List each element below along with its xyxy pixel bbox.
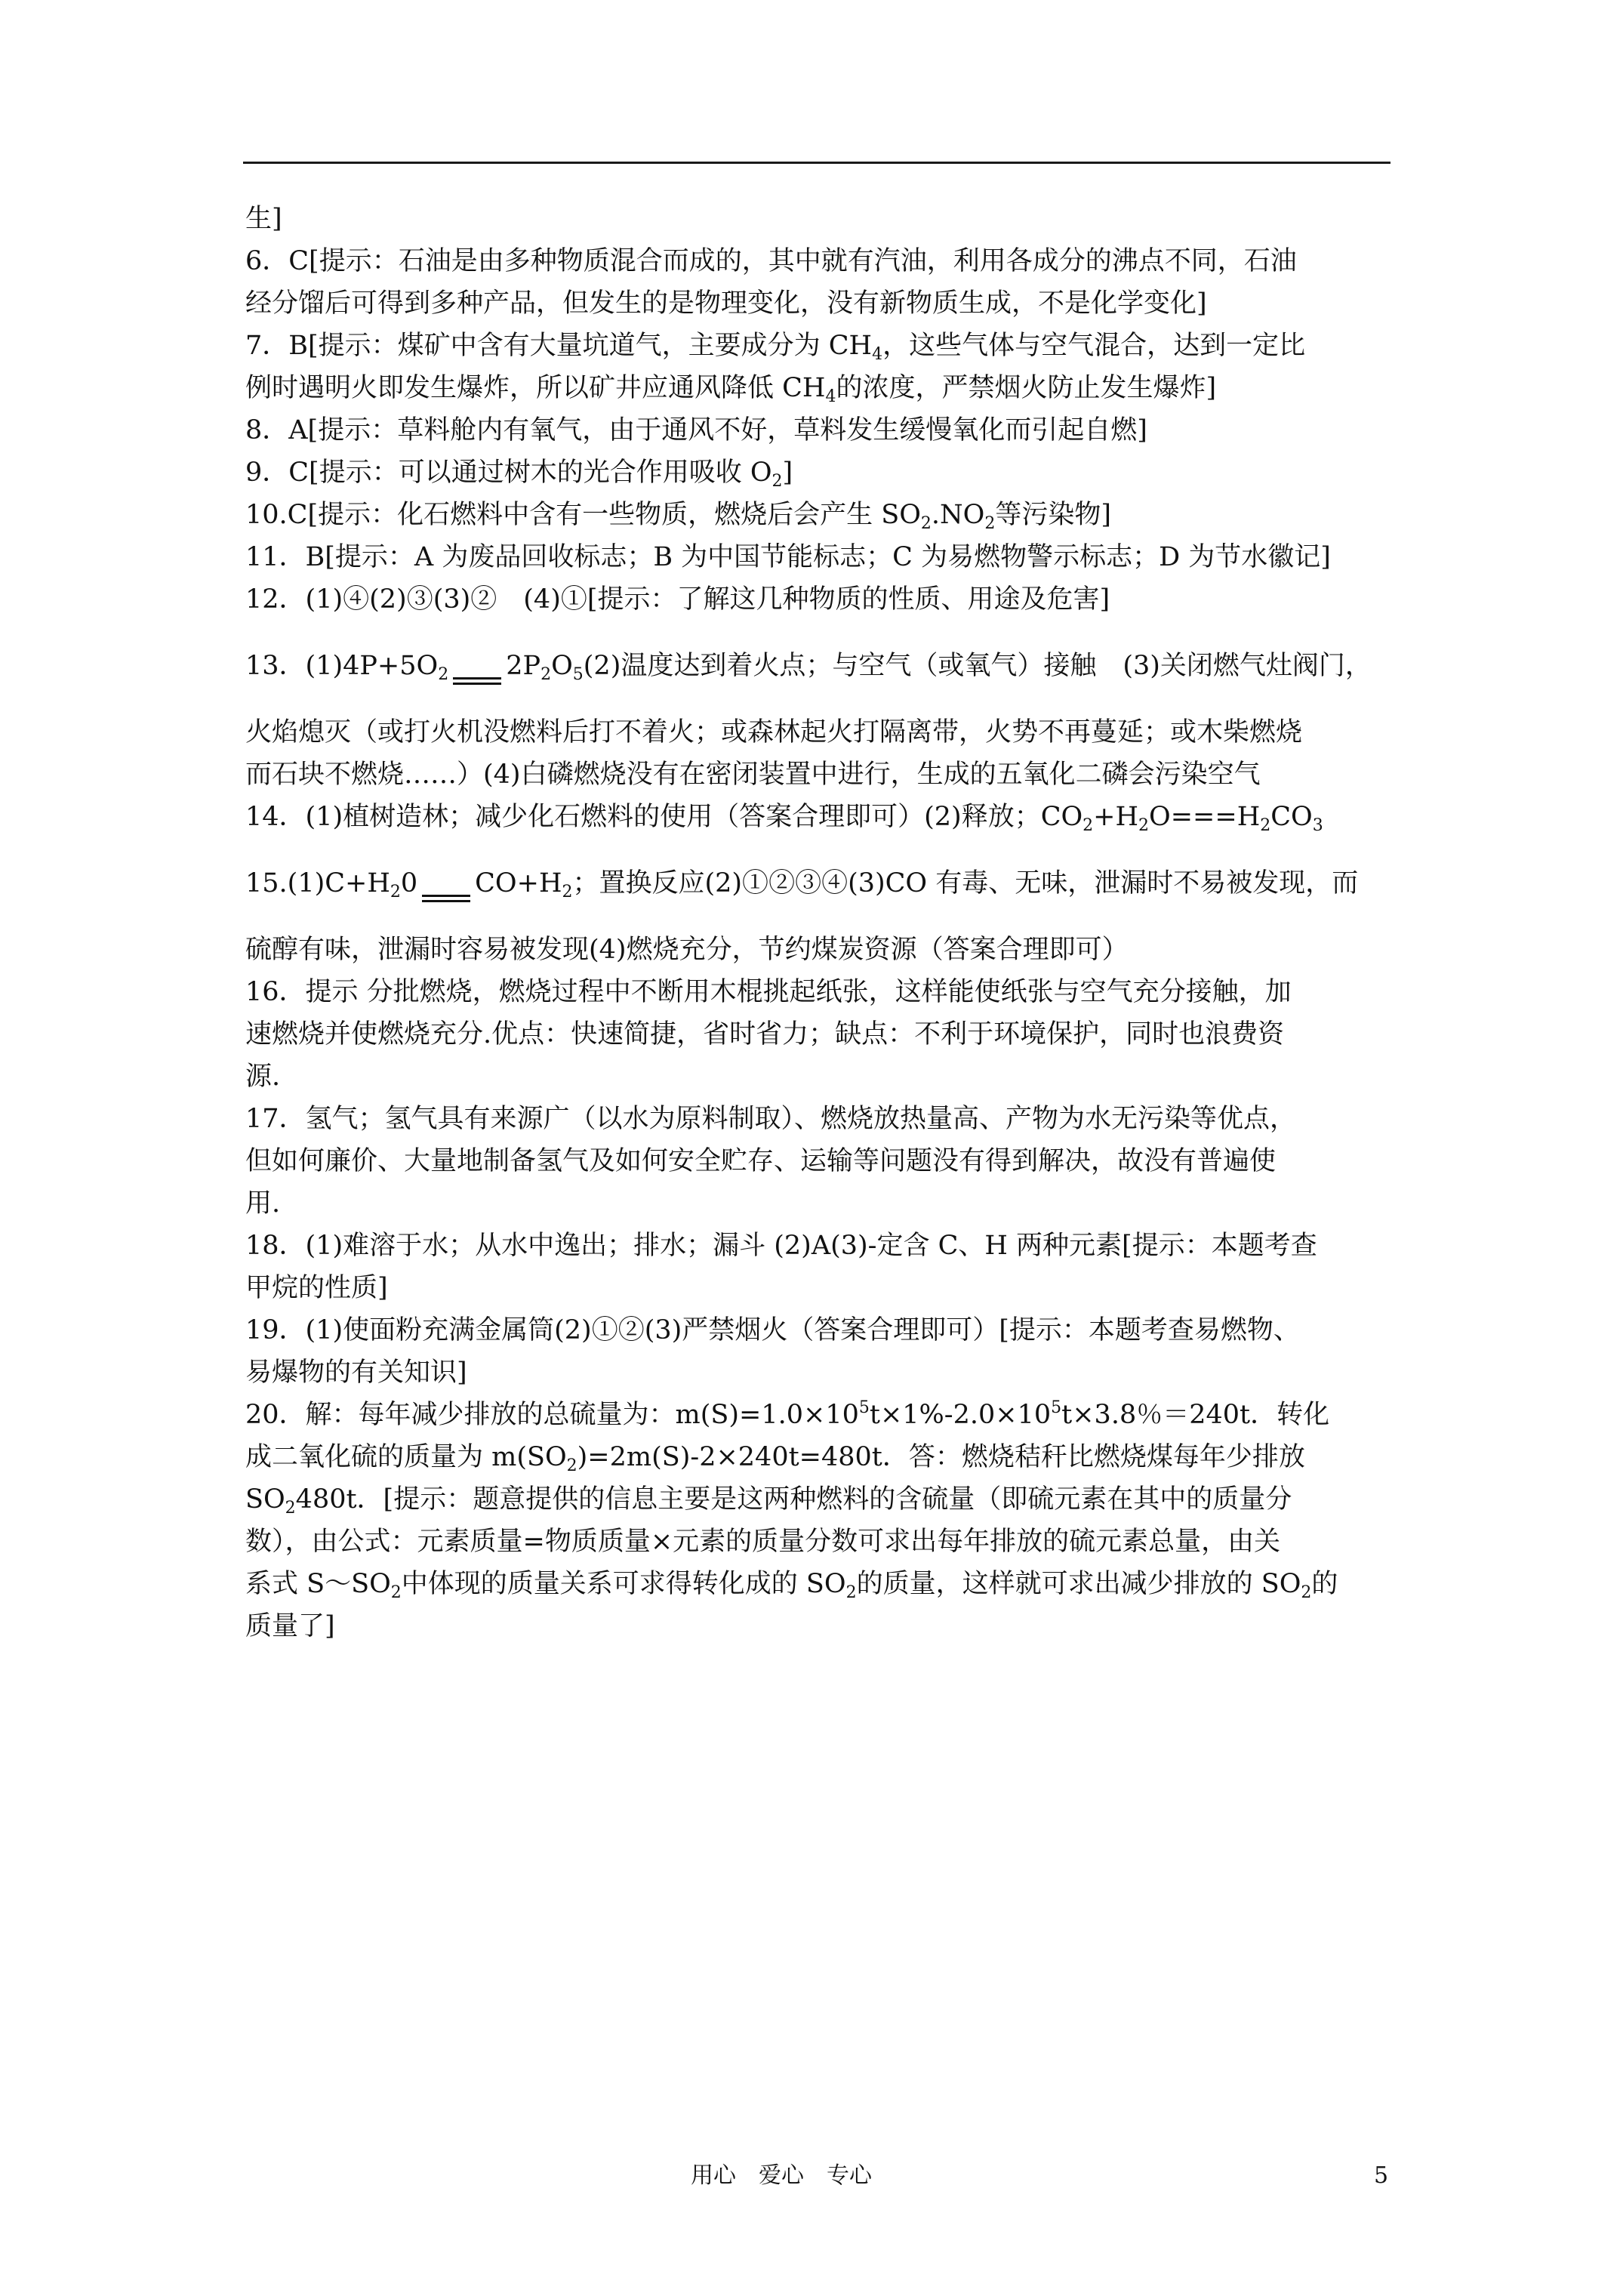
text-run: CO (1270, 802, 1313, 832)
header-rule (243, 162, 1390, 164)
text-run: 10.C[提示：化石燃料中含有一些物质，燃烧后会产生 SO (245, 500, 921, 530)
text-run: 0 (400, 868, 418, 898)
subscript: 3 (1312, 816, 1323, 835)
subscript: 2 (1083, 816, 1094, 835)
text-run: 7．B[提示：煤矿中含有大量坑道气，主要成分为 CH (245, 331, 873, 361)
text-run: 的质量，这样就可求出减少排放的 SO (856, 1569, 1301, 1599)
text-run: 成二氧化硫的质量为 m(SO (245, 1442, 567, 1472)
text-run: 17．氢气；氢气具有来源广（以水为原料制取）、燃烧放热量高、产物为水无污染等优点， (245, 1104, 1297, 1134)
text-line (245, 367, 1393, 409)
text-run: 而石块不燃烧……）(4)白磷燃烧没有在密闭装置中进行，生成的五氧化二磷会污染空气 (245, 760, 1261, 790)
subscript: 2 (438, 665, 449, 684)
text-run: 但如何廉价、大量地制备氢气及如何安全贮存、运输等问题没有得到解决，故没有普遍使 (245, 1146, 1277, 1176)
text-line (245, 1013, 1393, 1056)
text-run: ] (782, 458, 793, 488)
text-run: 甲烷的性质] (245, 1273, 388, 1303)
text-line (245, 1351, 1393, 1394)
text-run: 数），由公式：元素质量=物质质量×元素的质量分数可求出每年排放的硫元素总量，由关 (245, 1527, 1281, 1557)
subscript: 2 (771, 472, 783, 491)
text-run: t×1%-2.0×10 (869, 1400, 1052, 1430)
text-line (245, 578, 1393, 621)
subscript: 4 (825, 387, 836, 406)
text-run: 480t．[提示：题意提供的信息主要是这两种燃料的含硫量（即硫元素在其中的质量分 (295, 1484, 1292, 1515)
text-line (245, 1267, 1393, 1309)
answer-text (245, 198, 1393, 1647)
text-run: CO+H (475, 868, 562, 898)
text-run: 硫醇有味，泄漏时容易被发现(4)燃烧充分，节约煤炭资源（答案合理即可） (245, 935, 1129, 965)
text-line (245, 536, 1393, 578)
text-run: 火焰熄灭（或打火机没燃料后打不着火；或森林起火打隔离带，火势不再蔓延；或木柴燃烧 (245, 717, 1303, 747)
text-run: +H (1093, 802, 1139, 832)
text-run: .NO (931, 500, 985, 530)
subscript: 2 (984, 514, 996, 533)
text-line (245, 1056, 1393, 1098)
text-run: O===H (1149, 802, 1261, 832)
text-line (245, 451, 1393, 494)
text-run: ；置换反应(2)①②③④(3)CO 有毒、无味，泄漏时不易被发现，而 (572, 868, 1359, 898)
text-run: t×3.8％＝240t．转化 (1061, 1400, 1330, 1430)
reaction-condition-mark (422, 895, 470, 902)
text-run: 系式 S～SO (245, 1569, 391, 1599)
subscript: 2 (1301, 1583, 1312, 1602)
text-run: 等污染物] (995, 500, 1112, 530)
text-run: 用. (245, 1188, 281, 1219)
text-line (245, 929, 1393, 971)
text-run: 的浓度，严禁烟火防止发生爆炸] (836, 373, 1217, 403)
subscript: 2 (285, 1499, 296, 1518)
text-run: 的 (1311, 1569, 1338, 1599)
text-run: 19．(1)使面粉充满金属筒(2)①②(3)严禁烟火（答案合理即可）[提示：本题考查易燃物、 (245, 1315, 1300, 1345)
text-line (245, 494, 1393, 536)
text-run: 12．(1)④(2)③(3)② (4)①[提示：了解这几种物质的性质、用途及危害] (245, 584, 1110, 615)
text-run: 16．提示 分批燃烧，燃烧过程中不断用木棍挑起纸张，这样能使纸张与空气充分接触，加 (245, 977, 1292, 1007)
text-run: 9．C[提示：可以通过树木的光合作用吸收 O (245, 458, 772, 488)
text-line (245, 1605, 1393, 1647)
text-line (245, 711, 1393, 754)
text-run: )=2m(S)-2×240t=480t．答：燃烧秸秆比燃烧煤每年少排放 (577, 1442, 1305, 1472)
text-run: 18．(1)难溶于水；从水中逸出；排水；漏斗 (2)A(3)-定含 C、H 两种元素[提示：本题考查 (245, 1231, 1317, 1261)
text-run: 15.(1)C+H (245, 868, 390, 898)
text-line (245, 754, 1393, 796)
subscript: 2 (1138, 816, 1150, 835)
text-line (245, 1309, 1393, 1351)
text-run: 8．A[提示：草料舱内有氧气，由于通风不好，草料发生缓慢氧化而引起自燃] (245, 415, 1147, 445)
subscript: 2 (390, 1583, 402, 1602)
text-run: 14．(1)植树造林；减少化石燃料的使用（答案合理即可）(2)释放；CO (245, 802, 1083, 832)
text-line (245, 240, 1393, 282)
subscript: 2 (390, 883, 401, 901)
text-line (245, 1140, 1393, 1182)
text-line (245, 1478, 1393, 1521)
text-run: 6．C[提示：石油是由多种物质混合而成的，其中就有汽油，利用各成分的沸点不同，石油 (245, 246, 1297, 276)
text-line (245, 645, 1393, 687)
text-line (245, 1436, 1393, 1478)
text-run: ，这些气体与空气混合，达到一定比 (882, 331, 1306, 361)
text-run: 源. (245, 1062, 281, 1092)
footer-motto: 用心 爱心 专心 (691, 2162, 872, 2189)
text-run: 13．(1)4P+5O (245, 651, 439, 681)
text-run: 质量了] (245, 1611, 335, 1641)
text-line (245, 198, 1393, 240)
text-line (245, 971, 1393, 1013)
text-line (245, 1394, 1393, 1436)
superscript: 5 (858, 1398, 870, 1417)
text-run: 经分馏后可得到多种产品，但发生的是物理变化，没有新物质生成，不是化学变化] (245, 288, 1207, 319)
reaction-condition-mark (453, 677, 501, 685)
subscript: 2 (920, 514, 932, 533)
subscript: 2 (1260, 816, 1271, 835)
text-run: 例时遇明火即发生爆炸，所以矿井应通风降低 CH (245, 373, 826, 403)
text-line (245, 409, 1393, 451)
text-line (245, 796, 1393, 838)
page-number: 5 (1374, 2162, 1389, 2189)
subscript: 2 (540, 665, 552, 684)
text-line (245, 325, 1393, 367)
text-run: 中体现的质量关系可求得转化成的 SO (401, 1569, 846, 1599)
text-run: 易爆物的有关知识] (245, 1358, 467, 1388)
page-footer (0, 2161, 1623, 2191)
text-line (245, 1182, 1393, 1225)
text-run: 2P (506, 651, 541, 681)
subscript: 4 (872, 345, 883, 364)
text-run: O (551, 651, 573, 681)
text-run: 速燃烧并使燃烧充分.优点：快速简捷，省时省力；缺点：不利于环境保护，同时也浪费资 (245, 1019, 1285, 1049)
text-line (245, 1563, 1393, 1605)
text-line (245, 1225, 1393, 1267)
text-run: (2)温度达到着火点；与空气（或氧气）接触 (3)关闭燃气灶阀门， (583, 651, 1372, 681)
text-run: SO (245, 1484, 285, 1515)
subscript: 5 (572, 665, 584, 684)
text-line (245, 1098, 1393, 1140)
text-line (245, 1521, 1393, 1563)
subscript: 2 (562, 883, 573, 901)
superscript: 5 (1051, 1398, 1062, 1417)
text-run: 20．解：每年减少排放的总硫量为：m(S)=1.0×10 (245, 1400, 859, 1430)
subscript: 2 (845, 1583, 857, 1602)
text-line (245, 862, 1393, 905)
text-run: 11．B[提示：A 为废品回收标志；B 为中国节能标志；C 为易燃物警示标志；D 为节水徽记] (245, 542, 1331, 572)
text-line (245, 282, 1393, 325)
subscript: 2 (566, 1456, 577, 1475)
text-run: 生] (245, 204, 282, 234)
